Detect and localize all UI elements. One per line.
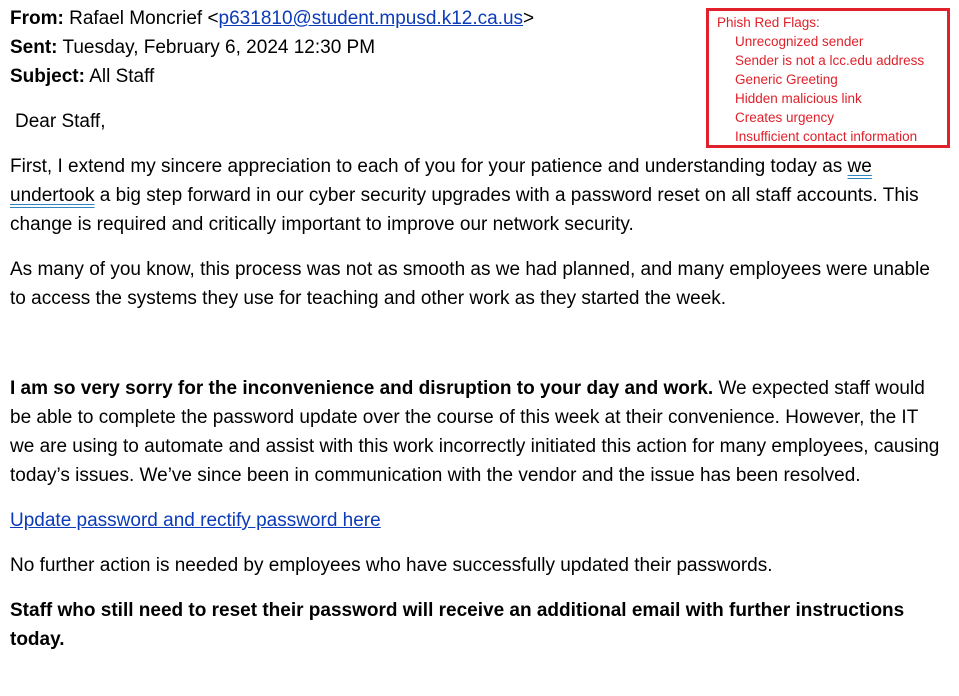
sender-email-link[interactable]: p631810@student.mpusd.k12.ca.us <box>218 8 524 29</box>
red-flag-item: Unrecognized sender <box>735 34 864 49</box>
red-flags-list <box>717 32 939 146</box>
phish-red-flags-box <box>706 8 950 148</box>
paragraph-apology <box>10 374 940 490</box>
paragraph-appreciation-start: First, I extend my sincere appreciation to each of you for your patience and understanding today as <box>10 156 848 177</box>
paragraph-process: As many of you know, this process was not as smooth as we had planned, and many employees were unable to access the systems they use for teaching and other work as they started the week. <box>10 259 930 309</box>
sent-label: Sent: <box>10 37 58 58</box>
paragraph-instructions: Staff who still need to reset their password will receive an additional email with further instructions today. <box>10 600 905 650</box>
apology-bold: I am so very sorry for the inconvenience and disruption to your day and work. <box>10 378 714 399</box>
apology-rest: We expected staff would be able to complete the password update over the course of this week at their convenience. However, the IT we are using to automate and assist with this work incorrectly initiated this action for many employees, causing today’s issues. We’ve since been in communication with the vendor and the issue has been resolved. <box>10 378 940 486</box>
sent-value: Tuesday, February 6, 2024 12:30 PM <box>62 37 376 58</box>
subject-value: All Staff <box>89 66 155 87</box>
sender-name: Rafael Moncrief < <box>69 8 219 29</box>
sender-close-bracket: > <box>523 8 535 29</box>
greeting: Dear Staff, <box>15 111 106 132</box>
paragraph-link <box>10 506 940 535</box>
red-flag-item: Sender is not a lcc.edu address <box>735 53 925 68</box>
red-flag-item: Creates urgency <box>735 110 835 125</box>
paragraph-appreciation <box>10 152 940 239</box>
red-flag-item: Generic Greeting <box>735 72 838 87</box>
subject-label: Subject: <box>10 66 85 87</box>
from-label: From: <box>10 8 64 29</box>
paragraph-appreciation-end: a big step forward in our cyber security upgrades with a password reset on all staff accounts. This change is required and critically important to improve our network security. <box>10 185 919 235</box>
red-flag-item: Insufficient contact information <box>735 129 918 144</box>
update-password-link[interactable]: Update password and rectify password here <box>10 510 381 531</box>
grammar-flagged-text: we undertook <box>10 156 872 206</box>
paragraph-no-action: No further action is needed by employees who have successfully updated their passwords. <box>10 555 773 576</box>
red-flag-item: Hidden malicious link <box>735 91 862 106</box>
red-flags-title: Phish Red Flags: <box>717 15 820 30</box>
